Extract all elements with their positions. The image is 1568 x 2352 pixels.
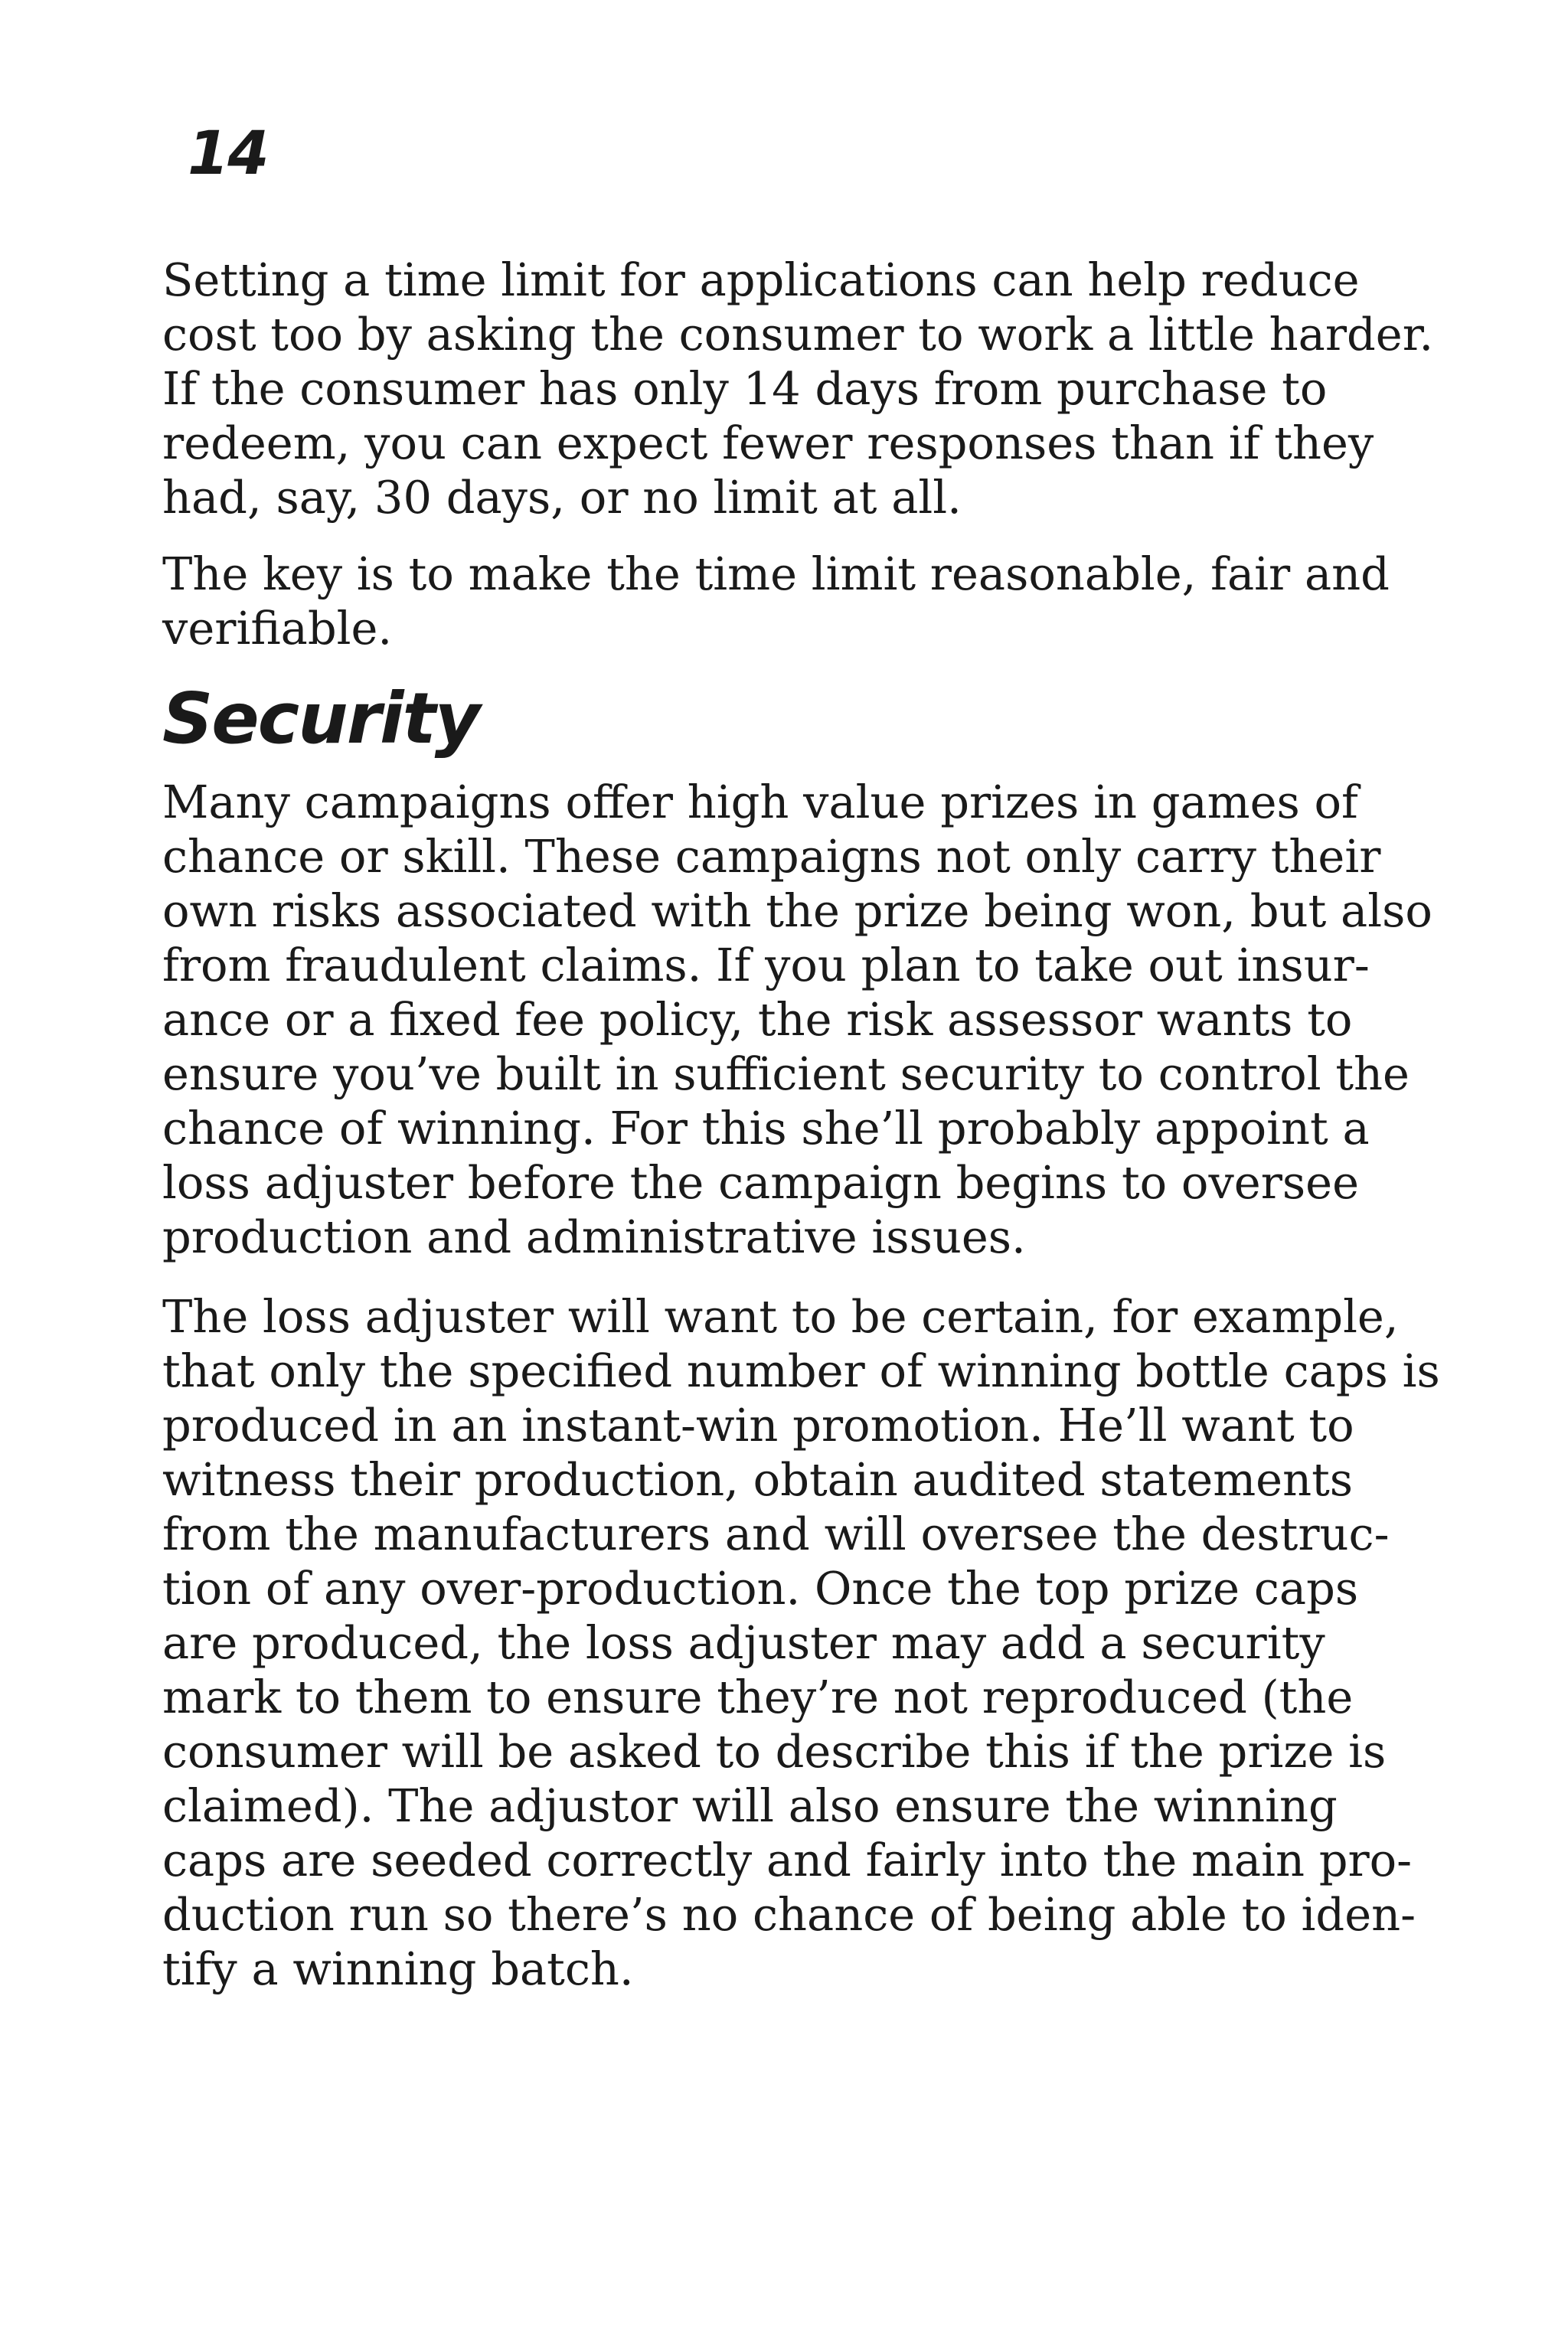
paragraph-loss-adjuster [162, 1289, 1440, 1996]
text-line: redeem, you can expect fewer responses than if they [162, 416, 1374, 469]
text-line: tify a winning batch. [162, 1942, 634, 1995]
text-line: Setting a time limit for applications can help reduce [162, 253, 1360, 306]
text-line: cost too by asking the consumer to work a little harder. [162, 308, 1434, 361]
text-line: duction run so there’s no chance of being able to iden- [162, 1888, 1416, 1941]
section-heading: Security [162, 678, 479, 760]
text-line: loss adjuster before the campaign begins to oversee [162, 1156, 1360, 1209]
text-line: chance or skill. These campaigns not only carry their [162, 830, 1381, 883]
text-line: production and administrative issues. [162, 1210, 1026, 1263]
text-line: verifiable. [162, 602, 393, 655]
text-line: had, say, 30 days, or no limit at all. [162, 471, 962, 524]
text-line: caps are seeded correctly and fairly into the main pro- [162, 1834, 1413, 1886]
text-line: tion of any over-production. Once the top prize caps [162, 1562, 1359, 1615]
text-line: ance or a fixed fee policy, the risk assessor wants to [162, 993, 1353, 1046]
text-line: are produced, the loss adjuster may add a security [162, 1616, 1325, 1669]
text-line: If the consumer has only 14 days from purchase to [162, 362, 1328, 415]
text-line: own risks associated with the prize being won, but also [162, 884, 1432, 937]
text-line: The key is to make the time limit reasonable, fair and [162, 547, 1390, 600]
text-line: The loss adjuster will want to be certain, for example, [162, 1290, 1399, 1343]
text-line: produced in an instant-win promotion. He’ll want to [162, 1399, 1354, 1452]
paragraph-time-limit [162, 253, 1434, 524]
paragraph-campaigns [162, 775, 1432, 1264]
text-line: from fraudulent claims. If you plan to take out insur- [162, 939, 1370, 991]
text-line: consumer will be asked to describe this if the prize is [162, 1725, 1387, 1778]
text-line: ensure you’ve built in sufficient security to control the [162, 1047, 1410, 1100]
text-line: mark to them to ensure they’re not reproduced (the [162, 1671, 1354, 1723]
paragraph-key [162, 547, 1426, 655]
page-number: 14 [188, 119, 268, 188]
text-line: from the manufacturers and will oversee the destruc- [162, 1508, 1390, 1560]
text-line: Many campaigns offer high value prizes in games of [162, 776, 1358, 828]
text-line: witness their production, obtain audited statements [162, 1453, 1354, 1506]
text-line: that only the specified number of winning bottle caps is [162, 1344, 1440, 1397]
text-line: claimed). The adjustor will also ensure the winning [162, 1779, 1338, 1832]
text-line: chance of winning. For this she’ll probably appoint a [162, 1102, 1370, 1155]
